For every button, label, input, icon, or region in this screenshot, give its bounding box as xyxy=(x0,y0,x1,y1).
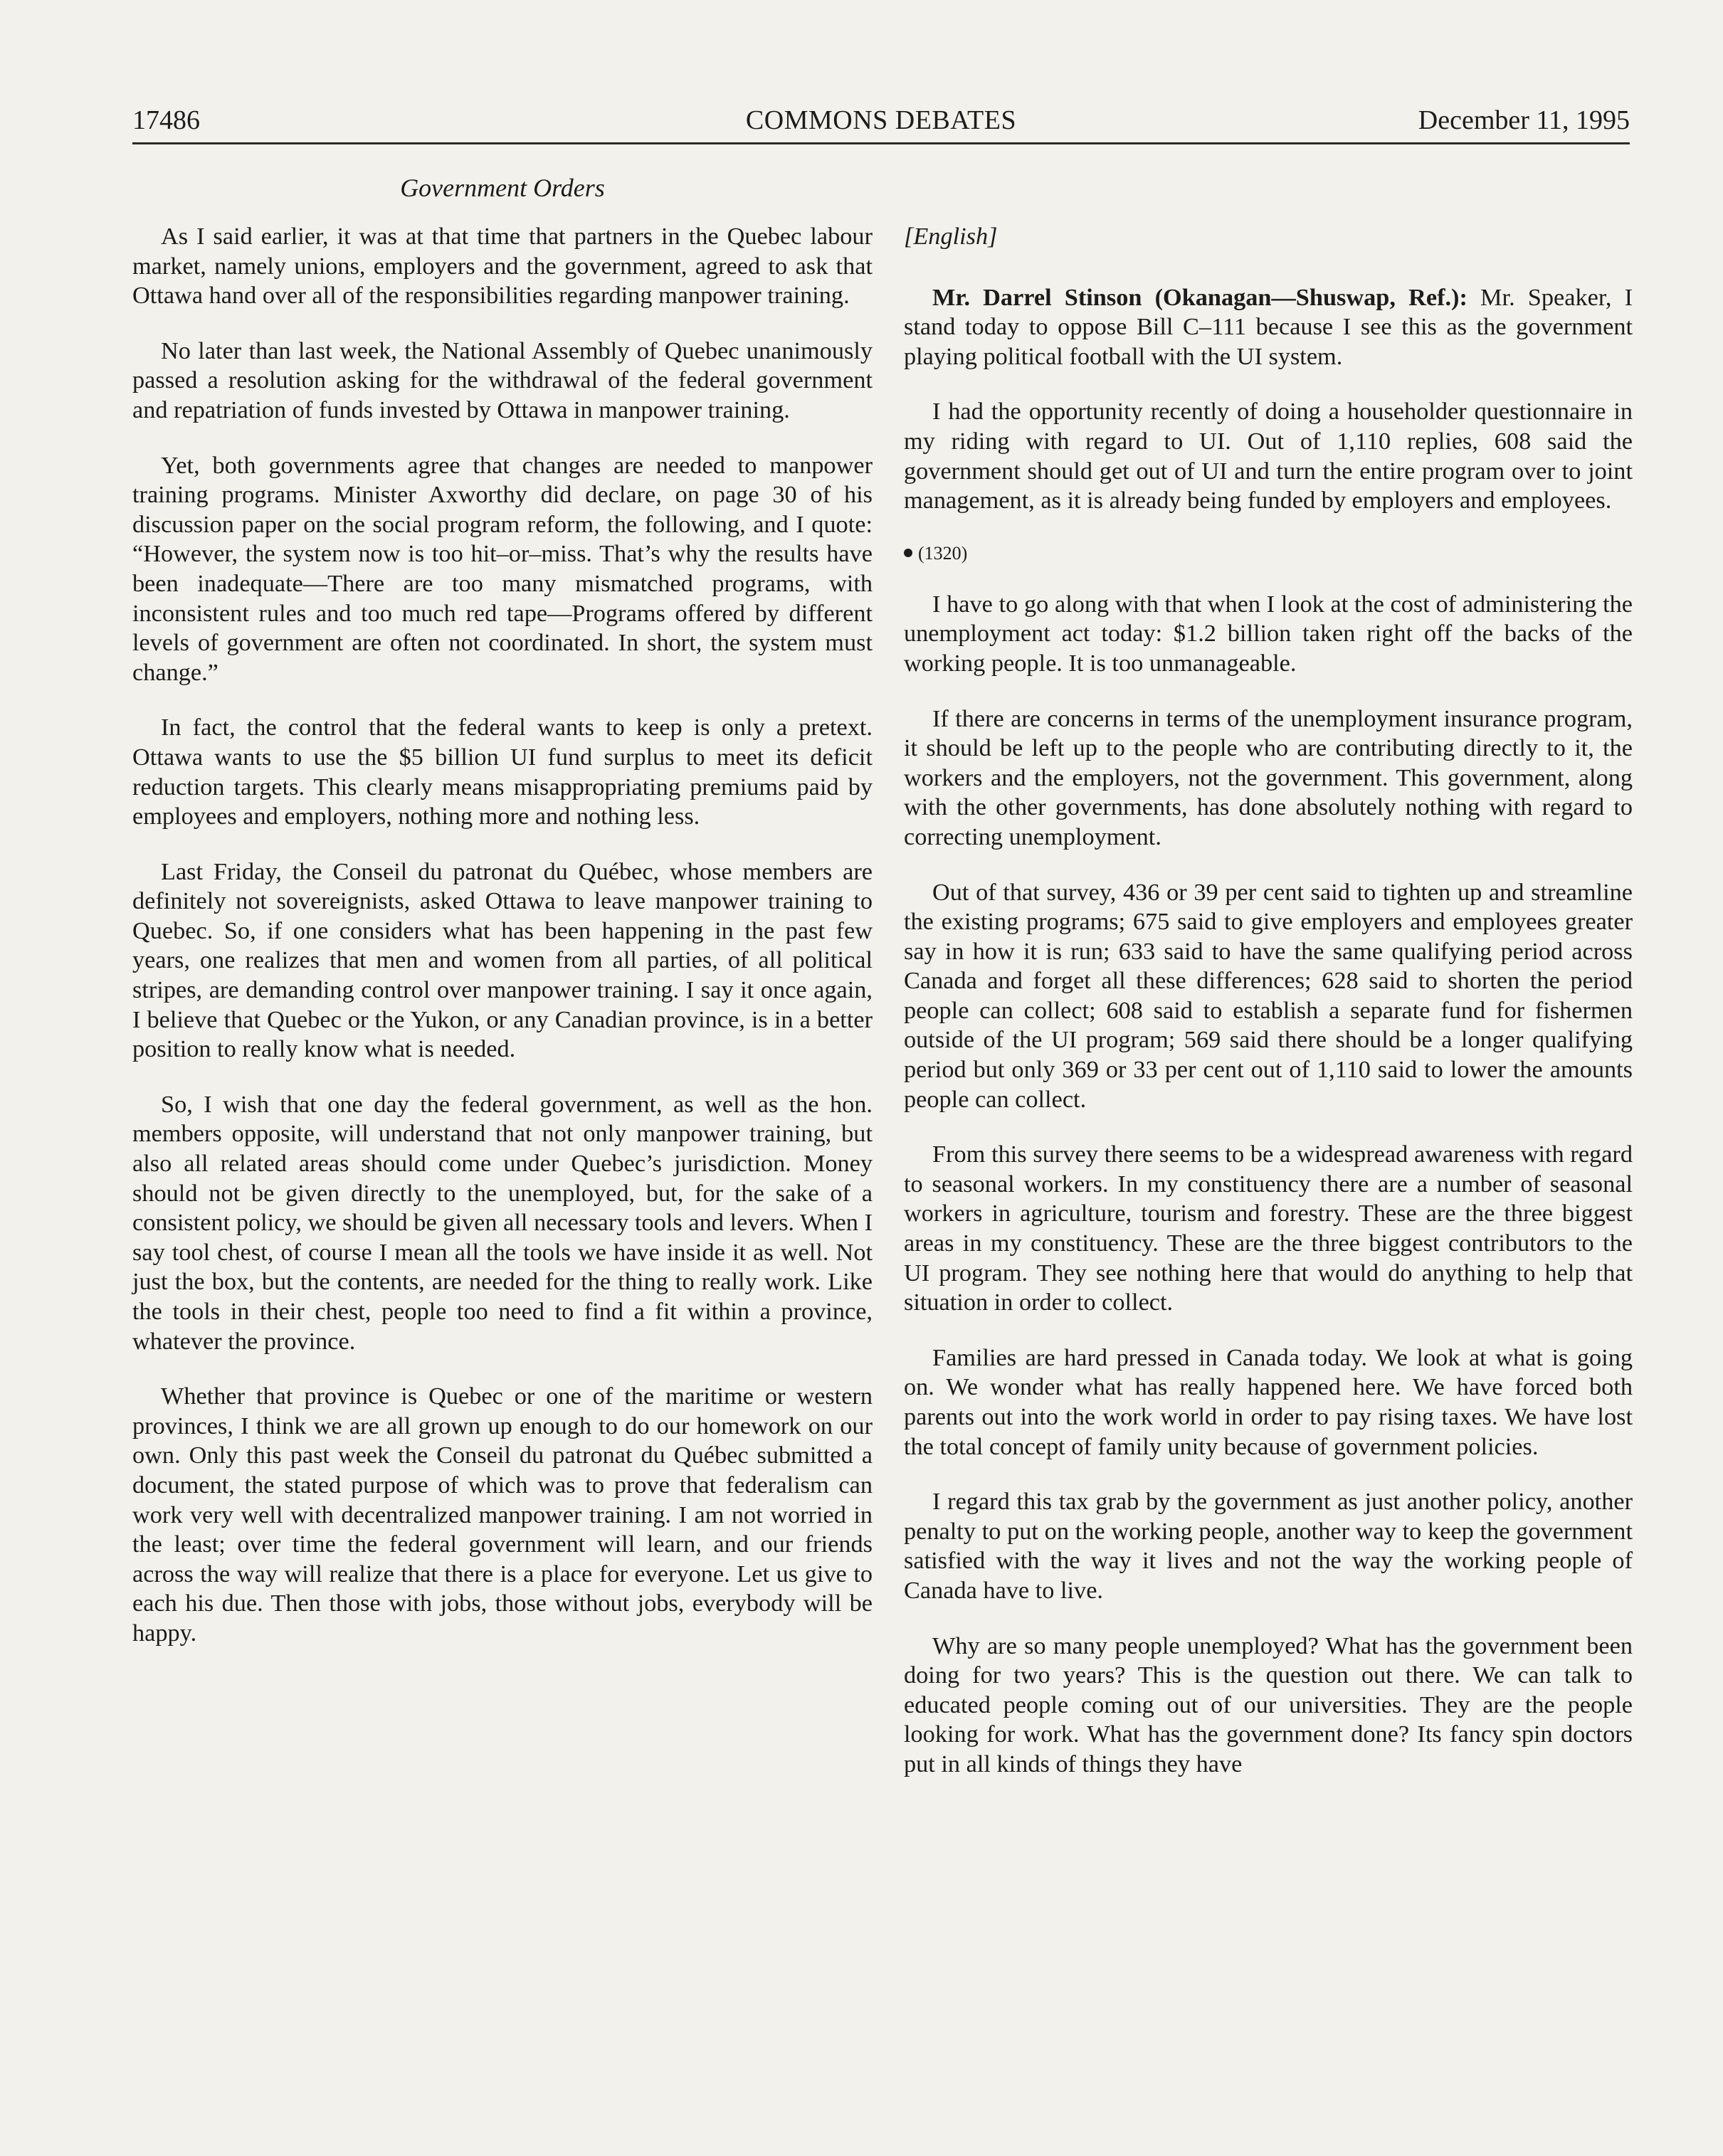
timestamp xyxy=(904,541,1633,566)
right-column xyxy=(904,222,1633,1805)
paragraph: No later than last week, the National Assembly of Quebec unanimously passed a resolution asking for the withdrawal of the federal government and repatriation of funds invested by Ottawa in manpower training. xyxy=(132,337,873,423)
left-column xyxy=(132,222,873,1674)
paragraph: I have to go along with that when I look at the cost of administering the unemployment act today: $1.2 billion taken right off the backs of the working people. It is too unmanageable. xyxy=(904,590,1633,677)
paragraph: Out of that survey, 436 or 39 per cent said to tighten up and streamline the existing programs; 675 said to give employers and employees greater say in how it is run; 633 said to have the same qualifying period across Canada and forget all these differences; 628 said to shorten the period people can collect; 608 said to establish a separate fund for fishermen outside of the UI program; 569 said there should be a longer qualifying period but only 369 or 33 per cent out of 1,110 said to lower the amounts people can collect. xyxy=(904,878,1633,1113)
paragraph: Families are hard pressed in Canada today. We look at what is going on. We wonder what has really happened here. We have forced both parents out into the work world in order to pay rising taxes. We have lost the total concept of family unity because of government policies. xyxy=(904,1343,1633,1460)
paragraph: Yet, both governments agree that changes are needed to manpower training programs. Minister Axworthy did declare, on page 30 of his discussion paper on the social program reform, the following, and I quote: “However, the system now is too hit–or–miss. That’s why the results have been inadequate—There are too many mismatched programs, with inconsistent rules and too much red tape—Programs offered by different levels of government are often not coordinated. In short, the system must change.” xyxy=(132,451,873,686)
paragraph: Last Friday, the Conseil du patronat du Québec, whose members are definitely not sovereignists, asked Ottawa to leave manpower training to Quebec. So, if one considers what has been happening in the past few years, one realizes that men and women from all parties, of all political stripes, are demanding control over manpower training. I say it once again, I believe that Quebec or the Yukon, or any Canadian province, is in a better position to really know what is needed. xyxy=(132,857,873,1063)
speaker-paragraph xyxy=(904,283,1633,372)
paragraph: As I said earlier, it was at that time that partners in the Quebec labour market, namely unions, employers and the government, agreed to ask that Ottawa hand over all of the responsibilities regarding manpower training. xyxy=(132,223,873,310)
page-date: December 11, 1995 xyxy=(1418,105,1630,135)
header-rule xyxy=(132,142,1630,144)
paragraph: Whether that province is Quebec or one of the maritime or western provinces, I think we are all grown up enough to do our homework on our own. Only this past week the Conseil du patronat du Québec submitted a document, the stated purpose of which was to prove that federalism can work very well with decentralized manpower training. I am not worried in the least; over time the federal government will learn, and our friends across the way will realize that there is a place for everyone. Let us give to each his due. Then those with jobs, those without jobs, everybody will be happy. xyxy=(132,1383,873,1647)
paragraph: I regard this tax grab by the government as just another policy, another penalty to put on the working people, another way to keep the government satisfied with the way it lives and not the way the working people of Canada have to live. xyxy=(904,1488,1633,1604)
language-tag: [English] xyxy=(904,223,998,250)
bullet-icon xyxy=(904,549,912,557)
paragraph: I had the opportunity recently of doing a householder questionnaire in my riding with regard to UI. Out of 1,110 replies, 608 said the government should get out of UI and turn the entire program over to joint management, as it is already being funded by employers and employees. xyxy=(904,398,1633,514)
section-title: Government Orders xyxy=(400,174,605,202)
timestamp-text: (1320) xyxy=(918,542,968,564)
paragraph: So, I wish that one day the federal government, as well as the hon. members opposite, will understand that not only manpower training, but also all related areas should come under Quebec’s jurisdiction. Money should not be given directly to the unemployed, but, for the sake of a consistent policy, we should be given all necessary tools and levers. When I say tool chest, of course I mean all the tools we have inside it as well. Not just the box, but the contents, are needed for the thing to really work. Like the tools in their chest, people too need to find a fit within a province, whatever the province. xyxy=(132,1090,873,1355)
page-header xyxy=(132,104,1630,139)
paragraph: If there are concerns in terms of the unemployment insurance program, it should be left up to the people who are contributing directly to it, the workers and the employers, not the government. This government, along with the other governments, has done absolutely nothing with regard to correcting unemployment. xyxy=(904,704,1633,850)
page-number: 17486 xyxy=(132,105,200,135)
paragraph: In fact, the control that the federal wants to keep is only a pretext. Ottawa wants to use the $5 billion UI fund surplus to meet its deficit reduction targets. This clearly means misappropriating premiums paid by employees and employers, nothing more and nothing less. xyxy=(132,714,873,830)
speaker-name: Mr. Darrel Stinson (Okanagan—Shuswap, Ref.): xyxy=(932,283,1468,311)
paragraph: Why are so many people unemployed? What has the government been doing for two years? This is the question out there. We can talk to educated people coming out of our universities. They are the people looking for work. What has the government done? Its fancy spin doctors put in all kinds of things they have xyxy=(904,1632,1633,1777)
paragraph: From this survey there seems to be a widespread awareness with regard to seasonal workers. In my constituency there are a number of seasonal workers in agriculture, tourism and forestry. These are the three biggest areas in my constituency. These are the three biggest contributors to the UI program. They see nothing here that would do anything to help that situation in order to collect. xyxy=(904,1141,1633,1316)
speaker-text: Mr. Speaker, I stand today to oppose Bill C–111 because I see this as the government playing political football with the UI system. xyxy=(904,283,1633,370)
journal-title: COMMONS DEBATES xyxy=(745,105,1017,135)
